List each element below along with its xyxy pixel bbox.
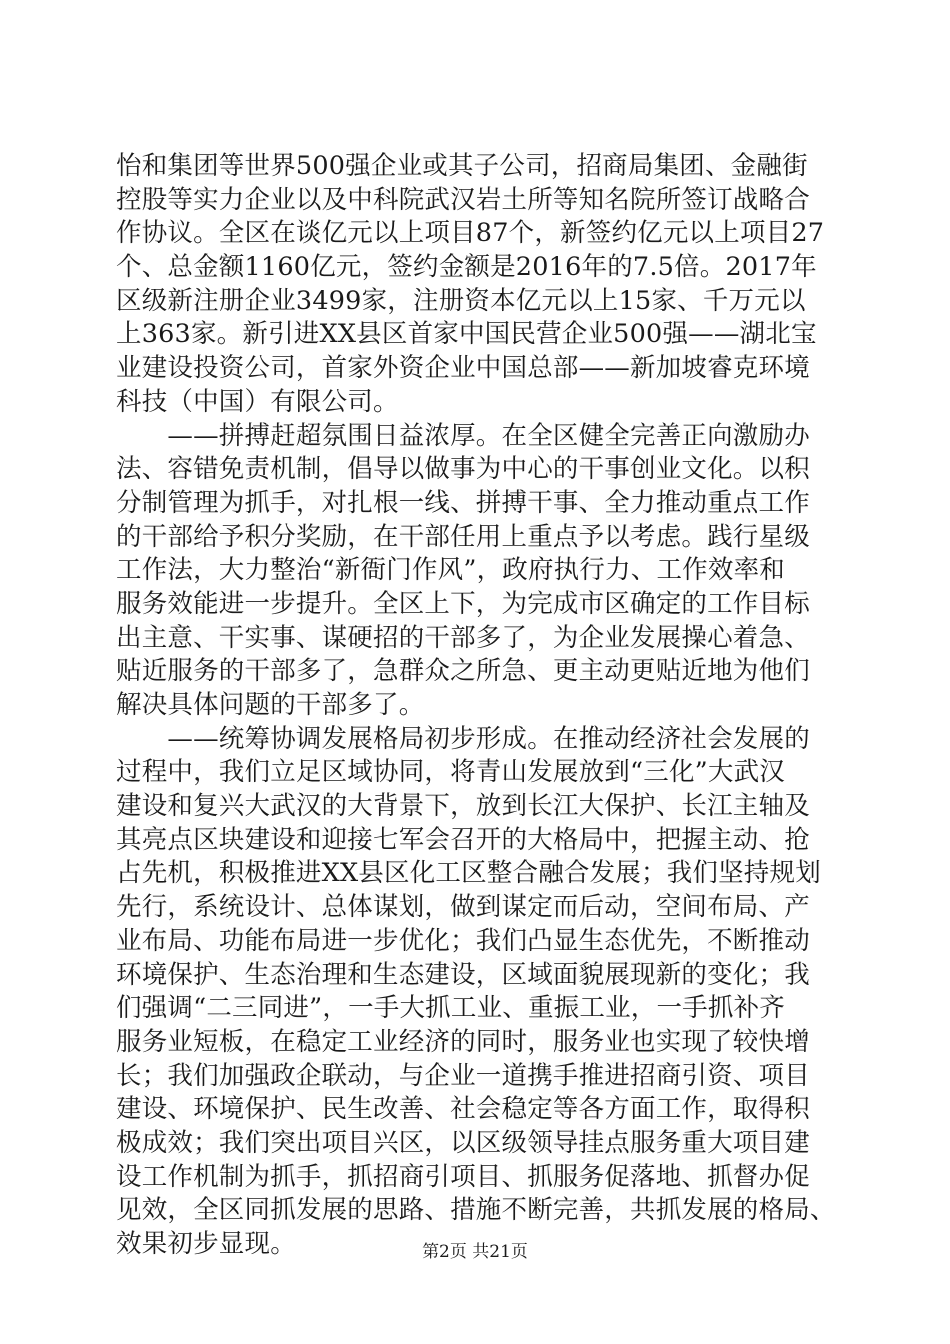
text-line: 业布局、功能布局进一步优化；我们凸显生态优先，不断推动 (116, 925, 810, 956)
text-line: 长；我们加强政企联动，与企业一道携手推进招商引资、项目 (116, 1060, 810, 1091)
text-line: 们强调“二三同进”，一手大抓工业、重振工业，一手抓补齐 (116, 993, 785, 1024)
text-line: ——统筹协调发展格局初步形成。在推动经济社会发展的 (116, 723, 810, 754)
text-line: 极成效；我们突出项目兴区，以区级领导挂点服务重大项目建 (116, 1127, 810, 1158)
text-line: 设工作机制为抓手，抓招商引项目、抓服务促落地、抓督办促 (116, 1161, 810, 1192)
text-line: 业建设投资公司，首家外资企业中国总部——新加坡睿克环境 (116, 353, 810, 384)
text-line: 怡和集团等世界500强企业或其子公司，招商局集团、金融街 (116, 151, 808, 181)
text-line: 控股等实力企业以及中科院武汉岩土所等知名院所签订战略合 (116, 184, 810, 215)
text-line: 分制管理为抓手，对扎根一线、拼搏干事、全力推动重点工作 (116, 487, 810, 518)
text-line: 的干部给予积分奖励，在干部任用上重点予以考虑。践行星级 (116, 521, 810, 552)
text-line: 先行，系统设计、总体谋划，做到谋定而后动，空间布局、产 (116, 892, 810, 923)
text-line: 建设和复兴大武汉的大背景下，放到长江大保护、长江主轴及 (116, 791, 810, 822)
text-line: 环境保护、生态治理和生态建设，区域面貌展现新的变化；我 (116, 959, 810, 990)
text-line: 服务效能进一步提升。全区上下，为完成市区确定的工作目标 (116, 588, 810, 619)
text-line: 占先机，积极推进XX县区化工区整合融合发展；我们坚持规划 (116, 858, 821, 889)
body-text (116, 150, 846, 1262)
text-line: 其亮点区块建设和迎接七军会召开的大格局中，把握主动、抢 (116, 824, 810, 855)
text-line: 区级新注册企业3499家，注册资本亿元以上15家、千万元以 (116, 285, 806, 316)
text-line: 见效，全区同抓发展的思路、措施不断完善，共抓发展的格局、 (116, 1195, 836, 1226)
text-line: 服务业短板，在稳定工业经济的同时，服务业也实现了较快增 (116, 1026, 810, 1057)
text-line: 过程中，我们立足区域协同，将青山发展放到“三化”大武汉 (116, 757, 785, 788)
text-line: 上363家。新引进XX县区首家中国民营企业500强——湖北宝 (116, 319, 817, 350)
text-line: 出主意、干实事、谋硬招的干部多了，为企业发展操心着急、 (116, 622, 810, 653)
text-line: 效果初步显现。 (116, 1229, 296, 1259)
text-line: 解决具体问题的干部多了。 (116, 690, 425, 720)
text-line: 工作法，大力整治“新衙门作风”，政府执行力、工作效率和 (116, 555, 785, 586)
text-line: 法、容错免责机制，倡导以做事为中心的干事创业文化。以积 (116, 454, 810, 485)
text-line: 个、总金额1160亿元，签约金额是2016年的7.5倍。2017年 (116, 252, 817, 283)
text-line: 科技（中国）有限公司。 (116, 386, 399, 417)
text-line: 贴近服务的干部多了，急群众之所急、更主动更贴近地为他们 (116, 656, 810, 687)
text-line: 作协议。全区在谈亿元以上项目87个，新签约亿元以上项目27 (116, 218, 825, 249)
page-footer: 第2页 共21页 (422, 1242, 528, 1262)
text-line: 建设、环境保护、民生改善、社会稳定等各方面工作，取得积 (116, 1094, 810, 1125)
text-line: ——拼搏赶超氛围日益浓厚。在全区健全完善正向激励办 (116, 420, 810, 451)
